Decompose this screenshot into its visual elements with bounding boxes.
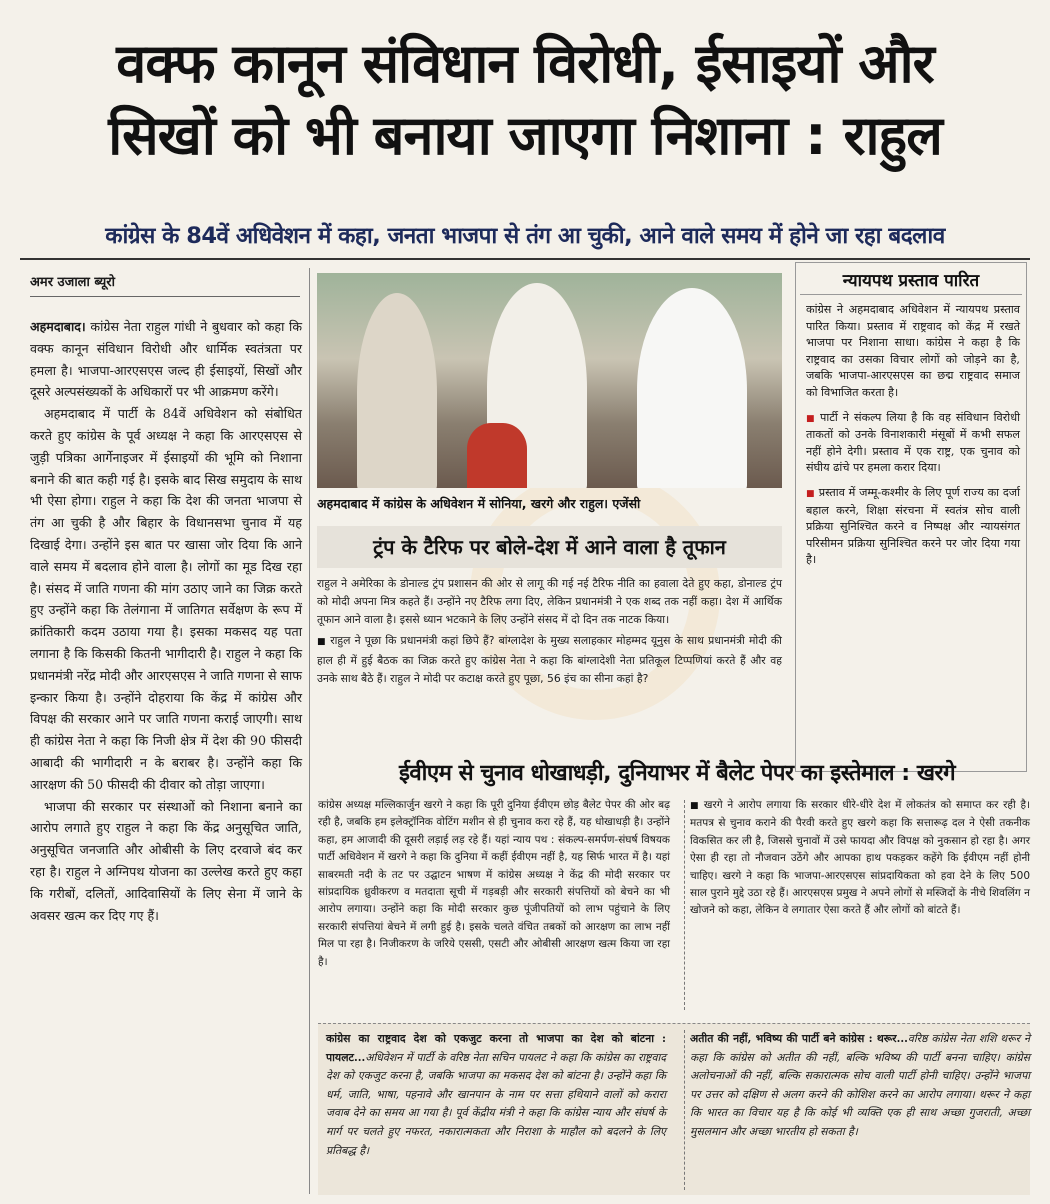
byline-divider	[30, 296, 300, 297]
evm-story-heading: ईवीएम से चुनाव धोखाधड़ी, दुनियाभर में बैलेट पेपर का इस्तेमाल : खरगे	[398, 760, 956, 786]
paragraph	[30, 316, 302, 403]
headline-line-1: वक्फ कानून संविधान विरोधी, ईसाइयों और	[116, 32, 934, 95]
dateline: अहमदाबाद।	[30, 319, 86, 334]
sidebar-body	[806, 302, 1020, 577]
paragraph-text: पार्टी ने संकल्प लिया है कि वह संविधान विरोधी ताकतों को उनके विनाशकारी मंसूबों में कभी सफल नहीं होने देगी। प्रस्ताव में एक राष्ट्र, एक चुनाव को संघीय ढांचे पर हमला करार दिया।	[806, 410, 1020, 475]
top-divider	[20, 258, 1030, 260]
paragraph	[317, 632, 782, 687]
paragraph: भाजपा की सरकार पर संस्थाओं को निशाना बनाने का आरोप लगाते हुए राहुल ने कहा कि केंद्र अनुसूचित जाति, अनुसूचित जनजाति और ओबीसी के लिए दरवाजे बंद कर रहा है। राहुल ने अग्निपथ योजना का उल्लेख करते हुए कहा कि गरीबों, दलितों, आदिवासियों के लिए सेना में जाने के अवसर खत्म कर दिए गए हैं।	[30, 798, 302, 923]
headline-line-2: सिखों को भी बनाया जाएगा निशाना : राहुल	[108, 104, 942, 167]
subheadline: कांग्रेस के 84वें अधिवेशन में कहा, जनता भाजपा से तंग आ चुकी, आने वाले समय में होने जा रहा बदलाव	[105, 223, 945, 249]
paragraph-text: प्रस्ताव में जम्मू-कश्मीर के लिए पूर्ण राज्य का दर्जा बहाल करने, शिक्षा संरचना में स्वतंत्र सोच वाली प्रक्रिया सुनिश्चित करने व निष्पक्ष और न्यायसंगत परिसीमन प्रक्रिया सुनिश्चित करने पर जोर दिया गया है।	[806, 485, 1020, 567]
tharoor-story-title: अतीत की नहीं, भविष्य की पार्टी बने कांग्रेस : थरूर...	[690, 1032, 908, 1045]
paragraph-text: अधिवेशन में पार्टी के वरिष्ठ नेता सचिन पायलट ने कहा कि कांग्रेस का राष्ट्रवाद देश को एकजुट करना है, जबकि भाजपा का मकसद देश को बांटना है। उन्होंने कहा कि धर्म, जाति, भाषा, पहनावे और खानपान के नाम पर सत्ता हथियाने वालों को करारा जवाब देने का समय आ गया है। पूर्व केंद्रीय मंत्री ने कहा कि कांग्रेस न्याय और संघर्ष के मार्ग पर चलते हुए नफरत, नकारात्मकता और निराशा के माहौल को बदलने के लिए प्रतिबद्ध है।	[326, 1050, 666, 1157]
photo-caption: अहमदाबाद में कांग्रेस के अधिवेशन में सोनिया, खरगे और राहुल। एजेंसी	[317, 496, 641, 511]
sidebar-heading: न्यायपथ प्रस्ताव पारित	[842, 271, 980, 291]
evm-story-column-1: कांग्रेस अध्यक्ष मल्लिकार्जुन खरगे ने कहा कि पूरी दुनिया ईवीएम छोड़ बैलेट पेपर की ओर बढ़ रही है, जबकि हम इलेक्ट्रॉनिक वोटिंग मशीन से ही चुनाव करा रहे हैं, यह धोखाधड़ी है। उन्होंने कहा, हम आजादी की दूसरी लड़ाई लड़ रहे हैं। यहां न्याय पथ : संकल्प-समर्पण-संघर्ष विषयक पार्टी अधिवेशन में खरगे ने कहा कि दुनिया में कहीं ईवीएम नहीं है, यह सिर्फ भारत में है। यहां साबरमती नदी के तट पर उद्घाटन भाषण में कांग्रेस अध्यक्ष ने केंद्र की मोदी सरकार पर सांप्रदायिक ध्रुवीकरण व मतदाता सूची में गड़बड़ी और सरकारी संपत्तियों को बेचने का भी आरोप लगाया। उन्होंने कहा कि मोदी सरकार कुछ पूंजीपतियों को लाभ पहुंचाने के लिए सरकारी संपत्तियां बेचने में लगी हुई है। इसके चलते वंचित तबकों को आरक्षण का लाभ नहीं मिल पा रहा है। निजीकरण के जरिये एससी, एसटी और ओबीसी आरक्षण खत्म किया जा रहा है।	[318, 799, 670, 968]
trump-story-heading: ट्रंप के टैरिफ पर बोले-देश में आने वाला है तूफान	[317, 526, 782, 568]
column-divider	[309, 268, 310, 1194]
paragraph-text: राहुल ने पूछा कि प्रधानमंत्री कहां छिपे हैं? बांग्लादेश के मुख्य सलाहकार मोहम्मद यूनुस के साथ प्रधानमंत्री मोदी की हाल ही में हुई बैठक का जिक्र करते हुए कांग्रेस नेता ने कहा कि बांग्लादेशी नेता प्रतिकूल टिप्पणियां करते हैं और वह उनके साथ बैठे हैं। राहुल ने मोदी पर कटाक्ष करते हुए पूछा, 56 इंच का सीना कहां है?	[317, 634, 782, 685]
square-bullet-icon: ■	[806, 488, 815, 499]
trump-story-body	[317, 575, 782, 688]
photo-figure	[637, 288, 747, 488]
paragraph-text: खरगे ने आरोप लगाया कि सरकार धीरे-धीरे देश में लोकतंत्र को समाप्त कर रही है। मतपत्र से चुनाव कराने की पैरवी करते हुए खरगे कहा कि सत्तारूढ़ दल ने ऐसी तकनीक विकसित कर ली है, जिससे चुनावों में उसे फायदा और विपक्ष को नुकसान हो रहा है। अगर ऐसा ही रहा तो नौजवान उठेंगे और आपका हाथ पकड़कर कहेंगे कि ईवीएम नहीं होनी चाहिए। खरगे ने कहा कि भाजपा-आरएसएस सांप्रदायिकता को हवा देने के लिए 500 साल पुराने मुद्दे उठा रहे हैं। आरएसएस प्रमुख ने अपने लोगों से मस्जिदों के नीचे शिवलिंग न खोजने को कहा, लेकिन वे लगातार ऐसा करते हैं और लोगों को बांटते हैं।	[690, 799, 1030, 917]
square-bullet-icon: ■	[690, 801, 700, 811]
square-bullet-icon: ■	[317, 637, 327, 648]
square-bullet-icon: ■	[806, 413, 816, 424]
byline: अमर उजाला ब्यूरो	[30, 275, 115, 290]
news-photo	[317, 273, 782, 488]
evm-story-column-2	[690, 797, 1030, 920]
sidebar-divider	[800, 294, 1022, 295]
paragraph: अहमदाबाद में पार्टी के 84वें अधिवेशन को संबोधित करते हुए कांग्रेस के पूर्व अध्यक्ष ने कहा कि आरएसएस से जुड़ी पत्रिका आर्गेनाइजर में ईसाइयों की भूमि को निशाना बनाने की बात कही गई है। इसके बाद सिख समुदाय के साथ भी ऐसा होगा। राहुल ने कहा कि देश की जनता भाजपा से तंग आ चुकी है और बिहार के विधानसभा चुनाव में यह दिखाई देगा। उन्होंने इस बात पर खासा जोर दिया कि आने वाले समय में बदलाव होने वाला है। लोगों का मूड दिख रहा है। संसद में जाति गणना की मांग उठाए जाने का जिक्र करते हुए उन्होंने कहा कि तेलंगाना में जातिगत सर्वेक्षण के रूप में क्रांतिकारी कदम उठाया गया है। इसका मकसद यह पता लगाना है कि किसकी कितनी भागीदारी है। राहुल ने कहा कि प्रधानमंत्री नरेंद्र मोदी और आरएसएस ने जाति गणना से साफ इन्कार किया है। उन्होंने दोहराया कि केंद्र में कांग्रेस और विपक्ष की सरकार आने पर जाति गणना कराई जाएगी। साथ ही कांग्रेस नेता ने कहा कि निजी क्षेत्र में देश की 90 फीसदी आबादी की भागीदारी न के बराबर है। उन्होंने कहा कि आरक्षण की 50 फीसदी की दीवार को तोड़ा जाएगा।	[30, 406, 302, 792]
headline	[18, 28, 1032, 172]
pilot-story	[326, 1030, 666, 1160]
column-divider	[684, 1030, 685, 1190]
column-divider	[684, 800, 685, 1010]
paragraph	[806, 485, 1020, 569]
paragraph	[806, 410, 1020, 477]
paragraph: राहुल ने अमेरिका के डोनाल्ड ट्रंप प्रशासन की ओर से लागू की गई नई टैरिफ नीति का हवाला देते हुए कहा, डोनाल्ड ट्रंप को मोदी अपना मित्र कहते हैं। उन्होंने नए टैरिफ लगा दिए, लेकिन प्रधानमंत्री ने एक शब्द तक नहीं कहा। देश में आर्थिक तूफान आने वाला है। इससे ध्यान भटकाने के लिए उन्होंने संसद में दो दिन तक नाटक किया।	[317, 577, 782, 626]
paragraph-text: वरिष्ठ कांग्रेस नेता शशि थरूर ने कहा कि कांग्रेस को अतीत की नहीं, बल्कि भविष्य की पार्टी बनना चाहिए। कांग्रेस अलोचनाओं की नहीं, बल्कि सकारात्मक सोच वाली पार्टी होनी चाहिए। उन्होंने भाजपा पर उत्तर को दक्षिण से अलग करने की कोशिश करने का आरोप लगाया। थरूर ने कहा कि भारत का विचार यह है कि कोई भी व्यक्ति एक ही साथ अच्छा गुजराती, अच्छा मुसलमान और अच्छा भारतीय हो सकता है।	[690, 1032, 1030, 1138]
photo-flowers	[467, 423, 527, 488]
paragraph: कांग्रेस ने अहमदाबाद अधिवेशन में न्यायपथ प्रस्ताव पारित किया। प्रस्ताव में राष्ट्रवाद को केंद्र में रखते भाजपा पर निशाना साधा। कांग्रेस ने कहा है कि राष्ट्रवाद का उसका विचार लोगों को जोड़ने का है, जबकि भाजपा-आरएसएस का छद्म राष्ट्रवाद समाज को विभाजित करता है।	[806, 303, 1020, 399]
main-story-column	[30, 316, 302, 926]
pilot-story-title: कांग्रेस का राष्ट्रवाद देश को एकजुट करना तो भाजपा का देश को बांटना : पायलट...	[326, 1032, 666, 1064]
paragraph-text: कांग्रेस नेता राहुल गांधी ने बुधवार को कहा कि वक्फ कानून संविधान विरोधी और धार्मिक स्वतंत्रता पर हमला है। भाजपा-आरएसएस जल्द ही ईसाइयों, सिखों और दूसरे अल्पसंख्यकों के अधिकारों पर भी आक्रमण करेंगे।	[30, 319, 302, 400]
tharoor-story	[690, 1030, 1030, 1142]
photo-figure	[357, 293, 437, 488]
